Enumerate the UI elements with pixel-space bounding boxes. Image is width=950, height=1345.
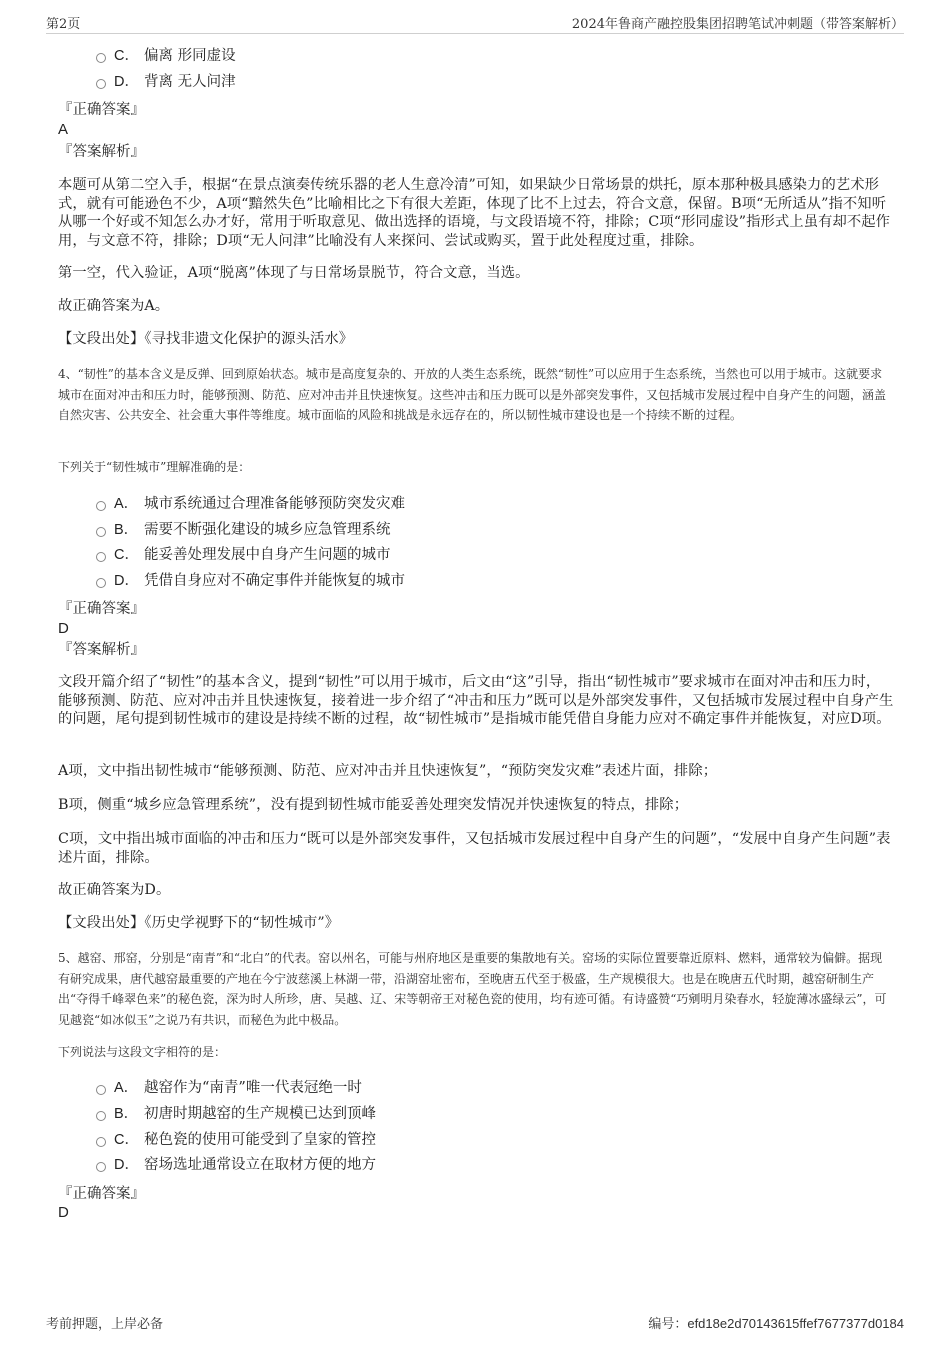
q5-option-c[interactable]: C． 秘色瓷的使用可能受到了皇家的管控 (96, 1130, 376, 1150)
q4-answer-label: 『正确答案』 (58, 601, 145, 617)
q5-answer-label: 『正确答案』 (58, 1186, 145, 1202)
q4-analysis-paragraph: 文段开篇介绍了“韧性”的基本含义，提到“韧性”可以用于城市，后文由“这”引导，指出“韧性城市”要求城市在面对冲击和压力时，能够预测、防范、应对冲击并且快速恢复，接着进一步介绍了“冲击和压力”既可以是外部突发事件，又包括城市发展过程中自身产生的问题，尾句提到韧性城市的建设是持续不断的过程，故“韧性城市”是指城市能凭借自身能力应对不确定事件并能恢复，对应D项。 (58, 674, 894, 727)
q5-option-d[interactable]: D． 窑场选址通常设立在取材方便的地方 (96, 1155, 376, 1175)
q5-option-a[interactable]: A． 越窑作为“南青”唯一代表冠绝一时 (96, 1078, 362, 1098)
page-header (46, 13, 904, 34)
radio-icon[interactable] (96, 1162, 106, 1172)
q4-analysis-paragraph: B项，侧重“城乡应急管理系统”，没有提到韧性城市能妥善处理突发情况并快速恢复的特点，排除； (58, 797, 689, 813)
document-code: 编号：efd18e2d70143615ffef7677377d0184 (648, 1316, 904, 1332)
radio-icon[interactable] (96, 1137, 106, 1147)
q4-analysis-paragraph: A项，文中指出韧性城市“能够预测、防范、应对冲击并且快速恢复”，“预防突发灾难”表述片面，排除； (58, 763, 718, 779)
q3-source: 【文段出处】《寻找非遗文化保护的源头活水》 (58, 331, 354, 347)
q4-question: 下列关于“韧性城市”理解准确的是： (58, 460, 251, 474)
q3-option-d[interactable]: D． 背离 无人问津 (96, 72, 236, 92)
q4-stem: 4、“韧性”的基本含义是反弹、回到原始状态。城市是高度复杂的、开放的人类生态系统，既然“韧性”可以应用于生态系统，当然也可以用于城市。这就要求城市在面对冲击和压力时，能够预测、防范、应对冲击并且快速恢复。这些冲击和压力既可以是外部突发事件，又包括城市发展过程中自身产生的问题，涵盖自然灾害、公共安全、社会重大事件等维度。城市面临的风险和挑战是永远存在的，所以韧性城市建设也是一个持续不断的过程。 (58, 367, 887, 422)
q5-option-b[interactable]: B． 初唐时期越窑的生产规模已达到顶峰 (96, 1104, 376, 1124)
radio-icon[interactable] (96, 79, 106, 89)
q3-analysis-label: 『答案解析』 (58, 144, 145, 160)
q3-analysis-paragraph: 故正确答案为A。 (58, 298, 170, 314)
q4-source: 【文段出处】《历史学视野下的“韧性城市”》 (58, 915, 340, 931)
q4-option-b[interactable]: B． 需要不断强化建设的城乡应急管理系统 (96, 520, 391, 540)
radio-icon[interactable] (96, 1111, 106, 1121)
radio-icon[interactable] (96, 53, 106, 63)
q4-analysis-paragraph: C项，文中指出城市面临的冲击和压力“既可以是外部突发事件，又包括城市发展过程中自身产生的问题”，“发展中自身产生问题”表述片面，排除。 (58, 831, 891, 866)
q4-analysis-label: 『答案解析』 (58, 642, 145, 658)
q3-analysis-paragraph: 第一空，代入验证，A项“脱离”体现了与日常场景脱节，符合文意，当选。 (58, 265, 530, 281)
q5-question: 下列说法与这段文字相符的是： (58, 1045, 227, 1059)
radio-icon[interactable] (96, 501, 106, 511)
document-title: 2024年鲁商产融控股集团招聘笔试冲刺题（带答案解析） (571, 17, 904, 32)
radio-icon[interactable] (96, 527, 106, 537)
q4-option-d[interactable]: D． 凭借自身应对不确定事件并能恢复的城市 (96, 571, 405, 591)
q3-answer-label: 『正确答案』 (58, 102, 145, 118)
radio-icon[interactable] (96, 578, 106, 588)
q5-answer: D (58, 1204, 69, 1221)
radio-icon[interactable] (96, 1085, 106, 1095)
radio-icon[interactable] (96, 552, 106, 562)
q4-answer: D (58, 620, 69, 637)
q4-option-c[interactable]: C． 能妥善处理发展中自身产生问题的城市 (96, 545, 391, 565)
q3-analysis-paragraph: 本题可从第二空入手，根据“在景点演奏传统乐器的老人生意冷清”可知，如果缺少日常场景的烘托，原本那种极具感染力的艺术形式，就有可能逊色不少，A项“黯然失色”比喻相比之下有很大差距，体现了比不上过去，符合文意，保留。B项“无所适从”指不知听从哪一个好或不知怎么办才好，常用于听取意见、做出选择的语境，与文段语境不符，排除；C项“形同虚设”指形式上虽有却不起作用，与文意不符，排除；D项“无人问津”比喻没有人来探问、尝试或购买，置于此处程度过重，排除。 (58, 177, 891, 249)
q4-analysis-paragraph: 故正确答案为D。 (58, 882, 171, 898)
footer-slogan: 考前押题，上岸必备 (46, 1317, 164, 1332)
page-number: 第2页 (46, 17, 81, 32)
q5-stem: 5、越窑、邢窑，分别是“南青”和“北白”的代表。窑以州名，可能与州府地区是重要的集散地有关。窑场的实际位置要靠近原料、燃料，通常较为偏僻。据现有研究成果，唐代越窑最重要的产地在今宁波慈溪上林湖一带，沿湖窑址密布，至晚唐五代至于极盛，生产规模很大。也是在晚唐五代时期，越窑研制生产出“夺得千峰翠色来”的秘色瓷，深为时人所珍，唐、吴越、辽、宋等朝帝王对秘色瓷的使用，均有迹可循。有诗盛赞“巧剜明月染春水，轻旋薄冰盛绿云”，可见越瓷“如冰似玉”之说乃有共识，而秘色为此中极品。 (58, 951, 887, 1027)
q4-option-a[interactable]: A． 城市系统通过合理准备能够预防突发灾难 (96, 494, 405, 514)
q3-answer: A (58, 121, 69, 138)
q3-option-c[interactable]: C． 偏离 形同虚设 (96, 46, 236, 66)
